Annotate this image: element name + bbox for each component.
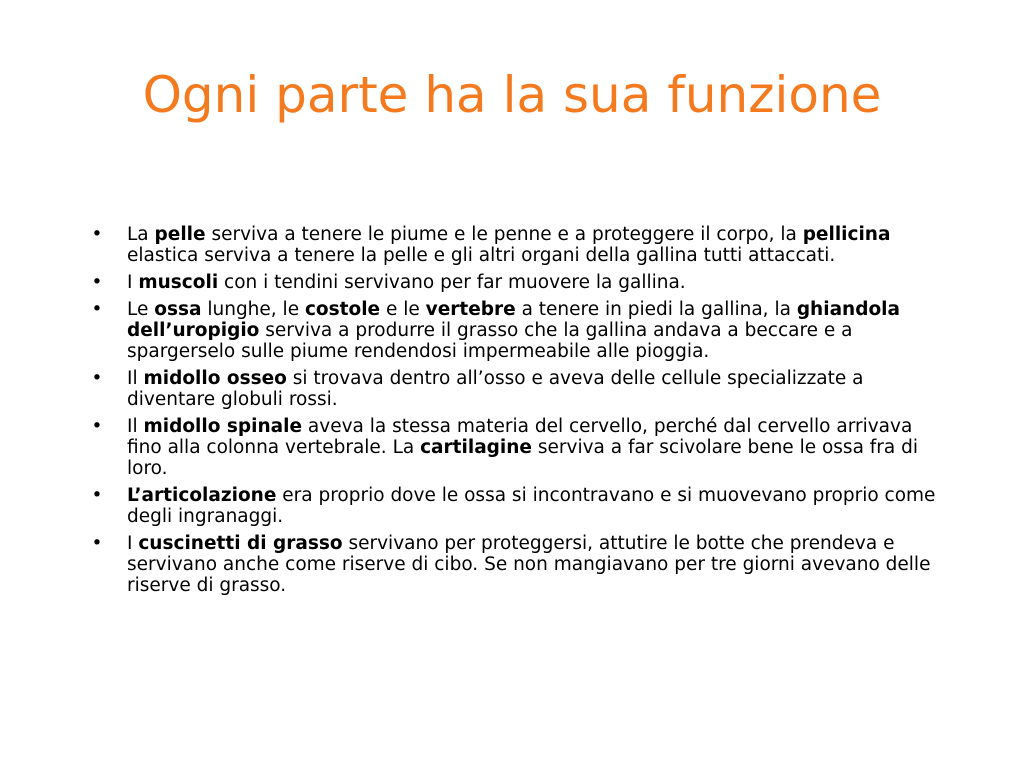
bullet-item (90, 224, 938, 266)
bullet-item (90, 299, 938, 362)
text-segment: si trovava dentro all’osso e aveva delle cellule specializzate a diventare globuli rossi. (127, 368, 864, 410)
bullet-marker: • (91, 299, 103, 320)
bullet-item (90, 533, 938, 596)
text-segment: serviva a tenere le piume e le penne e a proteggere il corpo, la (205, 224, 803, 245)
text-segment: lunghe, le (201, 299, 305, 320)
bullet-text (127, 299, 900, 362)
bold-term: ghiandola dell’uropigio (127, 299, 900, 341)
text-segment: Il (127, 416, 144, 437)
bullet-text (127, 485, 935, 527)
bold-term: ossa (154, 299, 202, 320)
text-segment: elastica serviva a tenere la pelle e gli altri organi della gallina tutti attaccati. (127, 245, 836, 266)
bullet-text (127, 416, 918, 479)
bold-term: cuscinetti di grasso (138, 533, 343, 554)
bold-term: pellicina (802, 224, 891, 245)
bold-term: pelle (154, 224, 206, 245)
bullet-marker: • (91, 485, 103, 506)
bullet-text (127, 368, 863, 410)
text-segment: serviva a far scivolare bene le ossa fra di loro. (127, 437, 919, 479)
bullet-marker: • (91, 272, 103, 293)
bullet-text (127, 533, 930, 596)
bold-term: midollo osseo (143, 368, 287, 389)
text-segment: Le (127, 299, 155, 320)
text-segment: I (127, 533, 139, 554)
bullet-item (90, 368, 938, 410)
bullet-item (90, 272, 938, 293)
bold-term: L’articolazione (127, 485, 277, 506)
bold-term: cartilagine (420, 437, 532, 458)
text-segment: La (127, 224, 155, 245)
text-segment: a tenere in piedi la gallina, la (515, 299, 797, 320)
slide-title: Ogni parte ha la sua funzione (142, 66, 882, 124)
bullet-text (127, 224, 890, 266)
bold-term: midollo spinale (143, 416, 303, 437)
text-segment: I (127, 272, 139, 293)
bullet-marker: • (91, 533, 103, 554)
bullet-marker: • (91, 368, 103, 389)
bullet-text (127, 272, 686, 293)
bold-term: costole (304, 299, 381, 320)
text-segment: aveva la stessa materia del cervello, perché dal cervello arrivava fino alla colonna vertebrale. La (127, 416, 913, 458)
bullet-marker: • (91, 224, 103, 245)
bold-term: vertebre (425, 299, 516, 320)
text-segment: era proprio dove le ossa si incontravano e si muovevano proprio come degli ingranaggi. (127, 485, 936, 527)
bullet-item (90, 416, 938, 479)
text-segment: servivano per proteggersi, attutire le botte che prendeva e servivano anche come riserve di cibo. Se non mangiavano per tre giorni avevano delle riserve di grasso. (127, 533, 931, 596)
bullet-list (90, 224, 938, 602)
text-segment: Il (127, 368, 144, 389)
text-segment: con i tendini servivano per far muovere la gallina. (218, 272, 686, 293)
text-segment: serviva a produrre il grasso che la gallina andava a beccare e a spargerselo sulle piume rendendosi impermeabile alle pioggia. (127, 320, 853, 362)
bullet-marker: • (91, 416, 103, 437)
bullet-item (90, 485, 938, 527)
bold-term: muscoli (138, 272, 219, 293)
text-segment: e le (380, 299, 426, 320)
